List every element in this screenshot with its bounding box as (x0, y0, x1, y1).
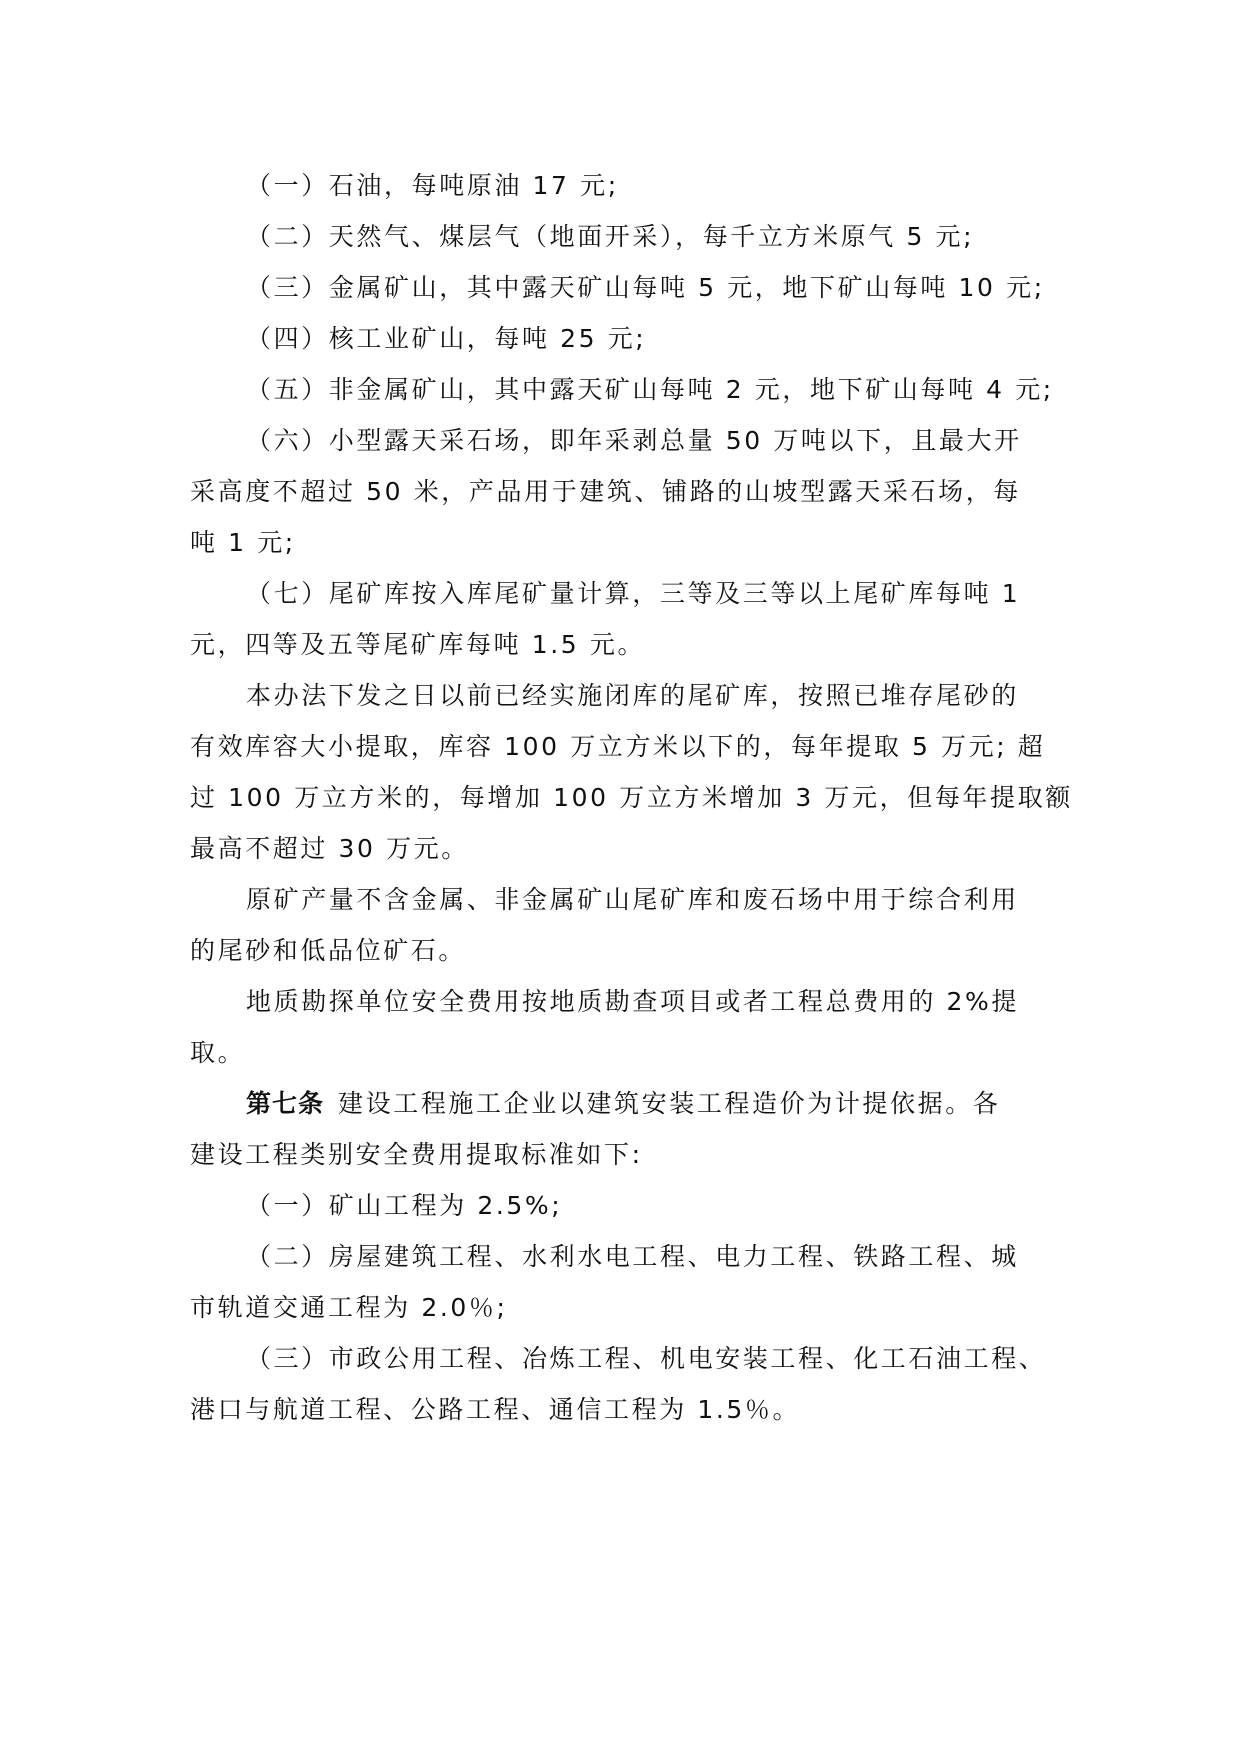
rate-item-tailings-line-1: （七）尾矿库按入库尾矿量计算，三等及三等以上尾矿库每吨 1 (246, 579, 1021, 608)
geological-survey-paragraph-line-2: 取。 (190, 1038, 246, 1067)
rate-item-quarry-line-2: 采高度不超过 50 米，产品用于建筑、铺路的山坡型露天采石场，每 (190, 477, 1021, 506)
raw-ore-paragraph-line-2: 的尾砂和低品位矿石。 (190, 936, 467, 965)
article-seven-line-2: 建设工程类别安全费用提取标准如下: (190, 1140, 643, 1169)
rate-item-natural-gas: （二）天然气、煤层气（地面开采），每千立方米原气 5 元; (246, 222, 975, 251)
article-seven-heading: 第七条 (246, 1089, 325, 1118)
rate-item-tailings-line-2: 元，四等及五等尾矿库每吨 1.5 元。 (190, 630, 646, 659)
rate-item-nonmetal-mine: （五）非金属矿山，其中露天矿山每吨 2 元，地下矿山每吨 4 元; (246, 375, 1054, 404)
raw-ore-paragraph-line-1: 原矿产量不含金属、非金属矿山尾矿库和废石场中用于综合利用 (246, 885, 1019, 914)
rate-item-quarry-line-1: （六）小型露天采石场，即年采剥总量 50 万吨以下，且最大开 (246, 426, 1022, 455)
rate-item-metal-mine: （三）金属矿山，其中露天矿山每吨 5 元，地下矿山每吨 10 元; (246, 273, 1045, 302)
construction-rate-mining: （一）矿山工程为 2.5%; (246, 1191, 563, 1220)
closed-tailings-paragraph-line-3: 过 100 万立方米的，每增加 100 万立方米增加 3 万元，但每年提取额 (190, 783, 1073, 812)
closed-tailings-paragraph-line-2: 有效库容大小提取，库容 100 万立方米以下的，每年提取 5 万元; 超 (190, 732, 1046, 761)
article-seven-line-1 (190, 1078, 1050, 1129)
rate-item-petroleum: （一）石油，每吨原油 17 元; (246, 171, 619, 200)
closed-tailings-paragraph-line-1: 本办法下发之日以前已经实施闭库的尾矿库，按照已堆存尾砂的 (246, 681, 1019, 710)
construction-rate-housing-line-1: （二）房屋建筑工程、水利水电工程、电力工程、铁路工程、城 (246, 1242, 1019, 1271)
construction-rate-housing-line-2: 市轨道交通工程为 2.0％; (190, 1293, 508, 1322)
rate-item-quarry-line-3: 吨 1 元; (190, 528, 296, 557)
document-body (190, 160, 1073, 1435)
article-seven-text: 建设工程施工企业以建筑安装工程造价为计提依据。各 (338, 1089, 1001, 1118)
rate-item-nuclear-mine: （四）核工业矿山，每吨 25 元; (246, 324, 647, 353)
construction-rate-municipal-line-2: 港口与航道工程、公路工程、通信工程为 1.5％。 (190, 1395, 801, 1424)
closed-tailings-paragraph-line-4: 最高不超过 30 万元。 (190, 834, 469, 863)
geological-survey-paragraph-line-1: 地质勘探单位安全费用按地质勘查项目或者工程总费用的 2%提 (246, 987, 1020, 1016)
construction-rate-municipal-line-1: （三）市政公用工程、冶炼工程、机电安装工程、化工石油工程、 (246, 1344, 1047, 1373)
